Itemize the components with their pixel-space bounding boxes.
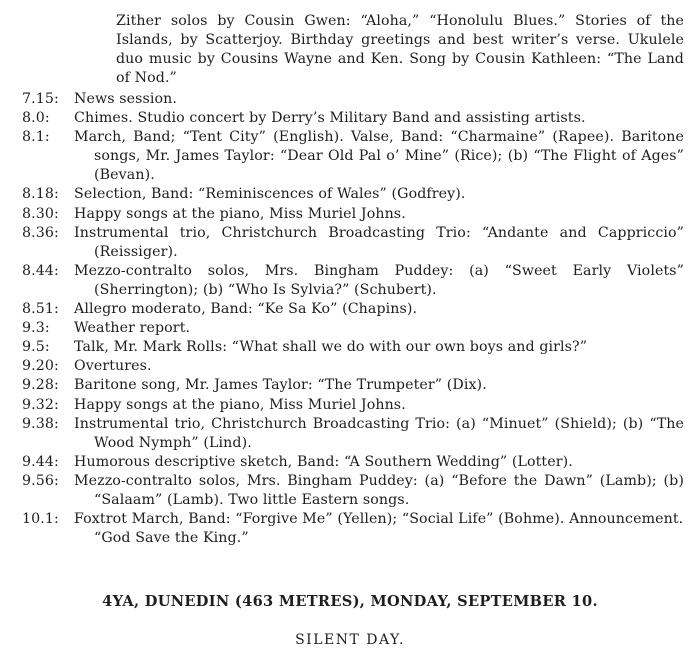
program-time: 9.38: bbox=[22, 415, 59, 432]
program-time: 9.32: bbox=[22, 396, 59, 413]
program-entry bbox=[22, 90, 684, 109]
program-text: Chimes. Studio concert by Derry’s Military Band and assisting artists. bbox=[74, 110, 586, 127]
station-heading: 4YA, DUNEDIN (463 METRES), MONDAY, SEPTEMBER 10. bbox=[102, 593, 598, 610]
program-text: Allegro moderato, Band: “Ke Sa Ko” (Chapins). bbox=[74, 301, 418, 318]
program-text: Instrumental trio, Christchurch Broadcasting Trio: (a) “Minuet” (Shield); (b) “The Wood Nymph” (Lind). bbox=[74, 415, 684, 451]
program-text: Overtures. bbox=[74, 358, 152, 375]
program-entry bbox=[22, 262, 684, 300]
program-entry bbox=[22, 510, 684, 529]
program-text: Happy songs at the piano, Miss Muriel Johns. bbox=[74, 205, 406, 222]
program-time: 10.1: bbox=[22, 511, 59, 528]
program-listing bbox=[22, 90, 684, 548]
program-time: 9.20: bbox=[22, 358, 59, 375]
program-text: Foxtrot March, Band: “Forgive Me” (Yellen); “Social Life” (Bohme). Announcement. bbox=[74, 511, 684, 528]
program-text: Instrumental trio, Christchurch Broadcasting Trio: “Andante and Cappriccio” (Reissiger). bbox=[74, 224, 684, 260]
intro-paragraph: Zither solos by Cousin Gwen: “Aloha,” “Honolulu Blues.” Stories of the Islands, by Scatterjoy. Birthday greetings and best writer’s verse. Ukulele duo music by Cousins Wayne and Ken. Song by Cousin Kathleen: “The Land of Nod.” bbox=[116, 13, 684, 87]
program-entry bbox=[22, 319, 684, 338]
program-entry bbox=[22, 300, 684, 319]
program-text: Baritone song, Mr. James Taylor: “The Trumpeter” (Dix). bbox=[74, 377, 487, 394]
program-time: 9.44: bbox=[22, 453, 59, 470]
program-time: 9.28: bbox=[22, 377, 59, 394]
program-entry bbox=[22, 357, 684, 376]
program-entry bbox=[22, 224, 684, 262]
program-time: 9.56: bbox=[22, 472, 59, 489]
silent-day-notice: SILENT DAY. bbox=[295, 632, 405, 648]
program-text: March, Band; “Tent City” (English). Valse, Band: “Charmaine” (Rapee). Baritone songs, Mr. James Taylor: “Dear Old Pal o’ Mine” (Rice); (b) “The Flight of Ages” (Bevan). bbox=[74, 129, 684, 184]
program-text: Selection, Band: “Reminiscences of Wales” (Godfrey). bbox=[74, 186, 466, 203]
program-entry bbox=[22, 396, 684, 415]
program-entry bbox=[22, 128, 684, 185]
program-entry bbox=[22, 338, 684, 357]
closing-anthem: “God Save the King.” bbox=[94, 530, 249, 547]
program-time: 9.5: bbox=[22, 339, 50, 356]
program-time: 8.44: bbox=[22, 262, 59, 279]
program-entry bbox=[22, 472, 684, 510]
program-time: 8.30: bbox=[22, 205, 59, 222]
program-entry bbox=[22, 109, 684, 128]
program-time: 8.51: bbox=[22, 301, 59, 318]
program-text: News session. bbox=[74, 91, 178, 107]
program-text: Mezzo-contralto solos, Mrs. Bingham Puddey: (a) “Before the Dawn” (Lamb); (b) “Salaam” (Lamb). Two little Eastern songs. bbox=[74, 472, 684, 508]
program-text: Talk, Mr. Mark Rolls: “What shall we do with our own boys and girls?” bbox=[74, 339, 588, 356]
program-text: Humorous descriptive sketch, Band: “A Southern Wedding” (Lotter). bbox=[74, 453, 573, 470]
program-time: 7.15: bbox=[22, 91, 59, 107]
program-entry bbox=[22, 415, 684, 453]
program-time: 9.3: bbox=[22, 320, 50, 337]
program-entry bbox=[22, 453, 684, 472]
program-time: 8.36: bbox=[22, 224, 59, 241]
program-time: 8.1: bbox=[22, 129, 50, 146]
program-text: Mezzo-contralto solos, Mrs. Bingham Puddey: (a) “Sweet Early Violets” (Sherrington); (b) “Who Is Sylvia?” (Schubert). bbox=[74, 262, 684, 298]
program-entry bbox=[22, 376, 684, 395]
program-entry bbox=[22, 205, 684, 224]
program-time: 8.18: bbox=[22, 186, 59, 203]
program-time: 8.0: bbox=[22, 110, 50, 127]
program-text: Happy songs at the piano, Miss Muriel Johns. bbox=[74, 396, 406, 413]
program-entry bbox=[22, 185, 684, 204]
program-text: Weather report. bbox=[74, 320, 191, 337]
